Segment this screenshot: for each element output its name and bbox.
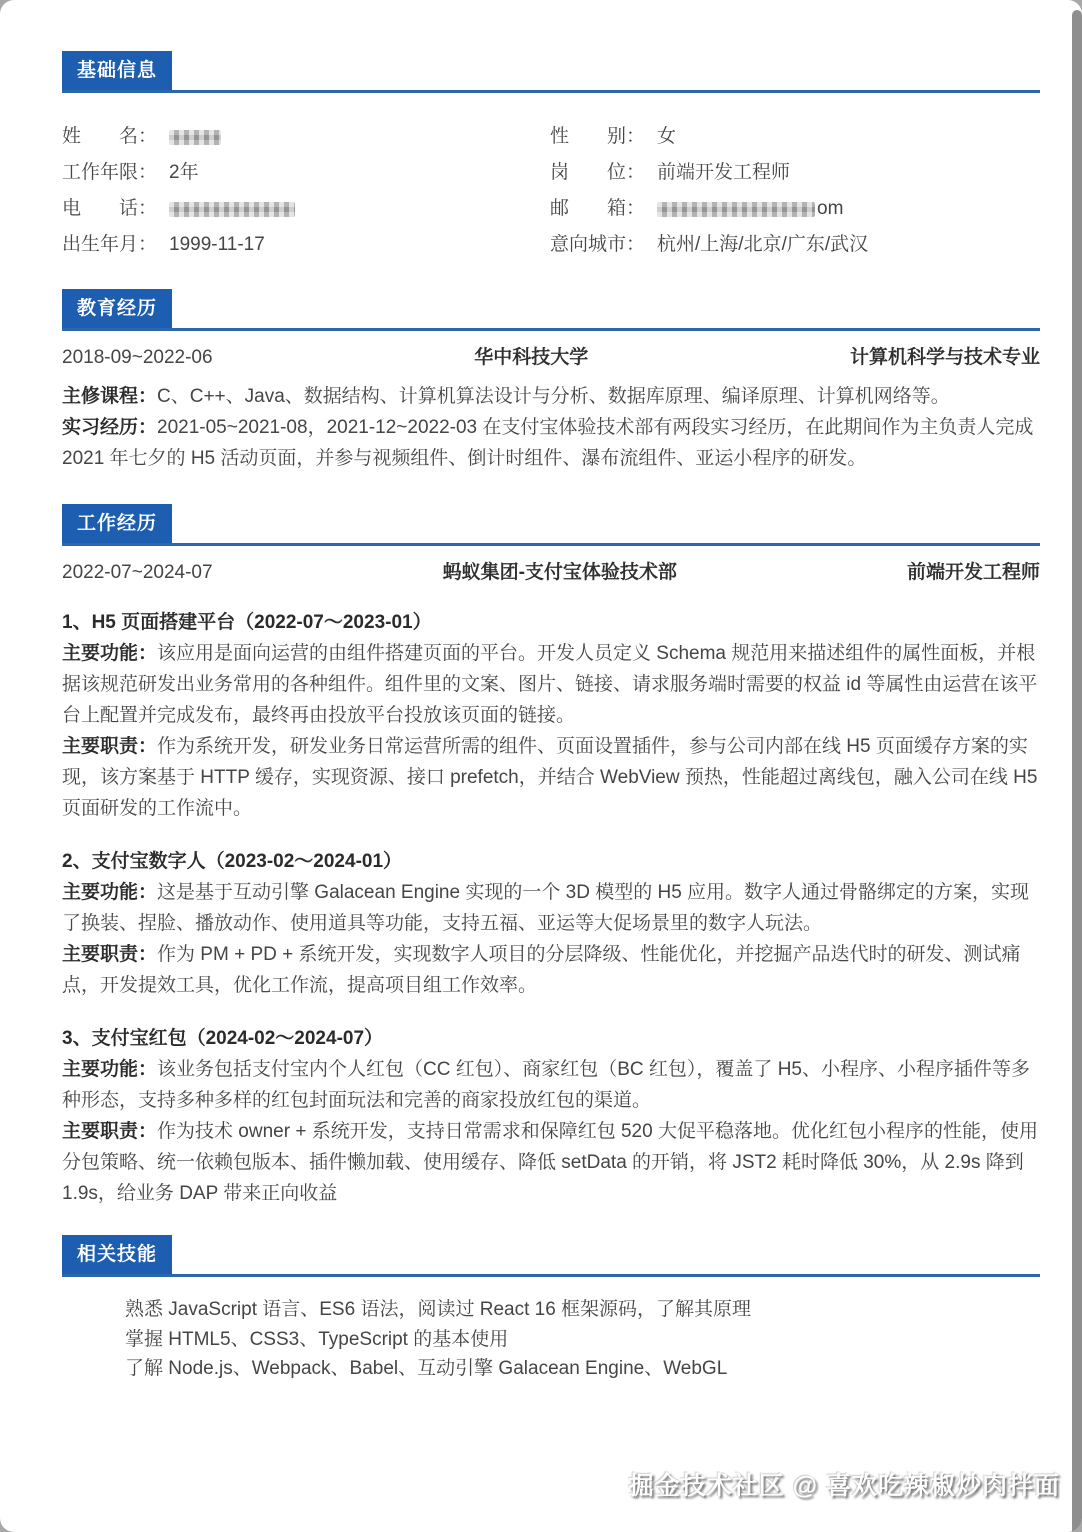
courses-text: C、C++、Java、数据结构、计算机算法设计与分析、数据库原理、编译原理、计算机网络等。	[157, 386, 950, 407]
project-h5-builder	[62, 607, 1040, 824]
basic-info-left-column	[62, 119, 550, 263]
redacted-name-value	[169, 130, 221, 145]
features-label: 主要功能：	[62, 643, 158, 664]
courses-label: 主修课程：	[62, 386, 158, 407]
work-company: 蚂蚁集团-支付宝体验技术部	[442, 562, 677, 583]
field-work-years-label: 工作年限：	[62, 162, 158, 183]
duties-label: 主要职责：	[62, 1121, 158, 1142]
skills-list	[62, 1295, 1040, 1384]
work-period: 2022-07~2024-07	[62, 562, 213, 583]
basic-info-grid	[62, 119, 1040, 263]
work-header	[62, 504, 1040, 546]
work-head-row	[62, 561, 1040, 585]
project-duties	[62, 939, 1040, 1001]
features-text: 该应用是面向运营的由组件搭建页面的平台。开发人员定义 Schema 规范用来描述组件的属性面板，并根据该规范研发出业务常用的各种组件。组件里的文案、图片、链接、请求服务端时需要的权益 id 等属性由运营在该平台上配置并完成发布，最终再由投放平台投放该页面的链接。	[62, 643, 1038, 726]
education-school: 华中科技大学	[474, 347, 589, 368]
section-skills	[62, 1235, 1040, 1384]
work-badge: 工作经历	[62, 504, 172, 543]
project-features	[62, 877, 1040, 939]
education-major: 计算机科学与技术专业	[849, 347, 1040, 368]
project-features	[62, 638, 1040, 731]
project-digital-human	[62, 846, 1040, 1001]
field-gender	[550, 119, 1040, 155]
field-position-label: 岗 位：	[550, 162, 646, 183]
features-text: 该业务包括支付宝内个人红包（CC 红包）、商家红包（BC 红包），覆盖了 H5、小程序、小程序插件等多种形态，支持多种多样的红包封面玩法和完善的商家投放红包的渠道。	[62, 1059, 1030, 1111]
page-watermark: 掘金技术社区 @ 喜欢吃辣椒炒肉拌面	[628, 1472, 1060, 1500]
education-period: 2018-09~2022-06	[62, 347, 213, 368]
education-badge: 教育经历	[62, 289, 172, 328]
basic-info-badge: 基础信息	[62, 51, 172, 90]
work-role: 前端开发工程师	[906, 562, 1040, 583]
basic-info-right-column	[550, 119, 1040, 263]
skills-badge: 相关技能	[62, 1235, 172, 1274]
field-target-cities-value: 杭州/上海/北京/广东/武汉	[657, 234, 869, 255]
section-education	[62, 289, 1040, 474]
education-header	[62, 289, 1040, 331]
project-title: 3、支付宝红包（2024-02～2024-07）	[62, 1028, 384, 1049]
duties-text: 作为 PM + PD + 系统开发，实现数字人项目的分层降级、性能优化，并挖掘产品迭代时的研发、测试痛点，开发提效工具，优化工作流，提高项目组工作效率。	[62, 944, 1021, 996]
basic-info-header	[62, 51, 1040, 93]
section-work	[62, 504, 1040, 1209]
skill-item: 掌握 HTML5、CSS3、TypeScript 的基本使用	[125, 1328, 509, 1350]
education-courses-line	[62, 381, 1040, 412]
field-position	[550, 155, 1040, 191]
features-label: 主要功能：	[62, 1059, 158, 1080]
field-phone-label: 电 话：	[62, 198, 158, 219]
section-basic-info	[62, 51, 1040, 263]
project-title: 1、H5 页面搭建平台（2022-07～2023-01）	[62, 612, 432, 633]
field-phone	[62, 191, 550, 227]
duties-text: 作为系统开发，研发业务日常运营所需的组件、页面设置插件，参与公司内部在线 H5 页面缓存方案的实现，该方案基于 HTTP 缓存，实现资源、接口 prefetch，并结合 WebView 预热，性能超过离线包，融入公司在线 H5 页面研发的工作流中。	[62, 736, 1038, 819]
field-birth-label: 出生年月：	[62, 234, 158, 255]
internship-text: 2021-05~2021-08，2021-12~2022-03 在支付宝体验技术部有两段实习经历，在此期间作为主负责人完成 2021 年七夕的 H5 活动页面，并参与视频组件、倒计时组件、瀑布流组件、亚运小程序的研发。	[62, 417, 1034, 469]
field-email-suffix: om	[817, 198, 844, 219]
field-birth	[62, 227, 550, 263]
duties-text: 作为技术 owner + 系统开发，支持日常需求和保障红包 520 大促平稳落地。优化红包小程序的性能，使用分包策略、统一依赖包版本、插件懒加载、使用缓存、降低 setData 的开销，将 JST2 耗时降低 30%，从 2.9s 降到 1.9s，给业务 DAP 带来正向收益	[62, 1121, 1038, 1204]
education-internship-line	[62, 412, 1040, 474]
field-target-cities	[550, 227, 1040, 263]
features-label: 主要功能：	[62, 882, 158, 903]
project-red-packet	[62, 1023, 1040, 1209]
field-email-label: 邮 箱：	[550, 198, 646, 219]
skills-header	[62, 1235, 1040, 1277]
project-duties	[62, 1116, 1040, 1209]
redacted-email-value	[657, 202, 815, 217]
field-target-cities-label: 意向城市：	[550, 234, 646, 255]
field-gender-label: 性 别：	[550, 126, 646, 147]
skill-item: 熟悉 JavaScript 语言、ES6 语法，阅读过 React 16 框架源码，了解其原理	[125, 1299, 752, 1320]
field-gender-value: 女	[657, 126, 677, 147]
duties-label: 主要职责：	[62, 944, 158, 965]
education-detail	[62, 381, 1040, 474]
duties-label: 主要职责：	[62, 736, 158, 757]
project-duties	[62, 731, 1040, 824]
redacted-phone-value	[169, 202, 295, 217]
field-birth-value: 1999-11-17	[169, 234, 265, 255]
education-head-row	[62, 346, 1040, 370]
project-title: 2、支付宝数字人（2023-02～2024-01）	[62, 851, 403, 872]
project-features	[62, 1054, 1040, 1116]
vertical-scrollbar[interactable]	[1072, 10, 1082, 1532]
internship-label: 实习经历：	[62, 417, 158, 438]
skill-item: 了解 Node.js、Webpack、Babel、互动引擎 Galacean Engine、WebGL	[125, 1358, 728, 1379]
field-work-years-value: 2年	[169, 162, 199, 183]
field-position-value: 前端开发工程师	[657, 162, 791, 183]
field-email	[550, 191, 1040, 227]
field-work-years	[62, 155, 550, 191]
features-text: 这是基于互动引擎 Galacean Engine 实现的一个 3D 模型的 H5 应用。数字人通过骨骼绑定的方案，实现了换装、捏脸、播放动作、使用道具等功能，支持五福、亚运等大促场景里的数字人玩法。	[62, 882, 1030, 934]
field-name	[62, 119, 550, 155]
field-name-label: 姓 名：	[62, 126, 158, 147]
